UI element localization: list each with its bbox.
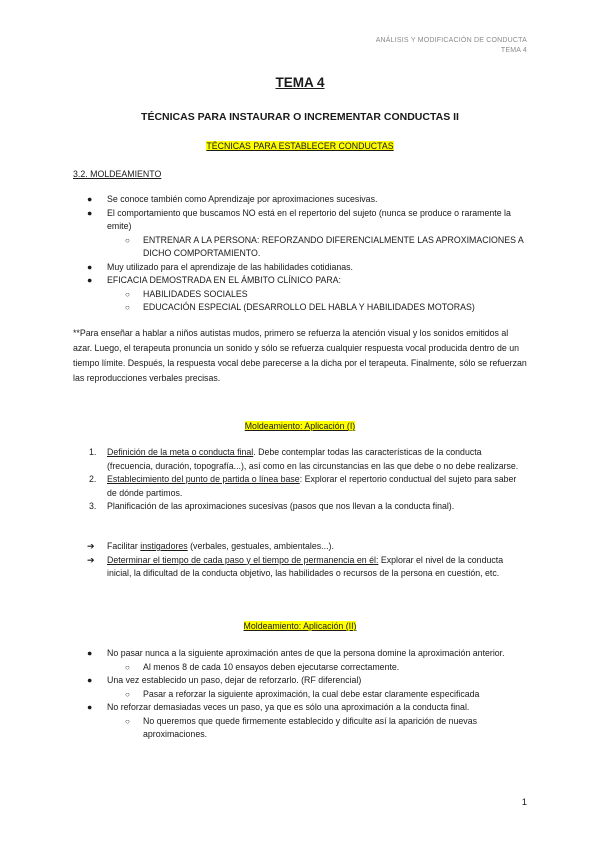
sub-list-item: ○ EDUCACIÓN ESPECIAL (DESARROLLO DEL HABLA Y HABILIDADES MOTORAS) xyxy=(73,301,528,315)
page-subtitle: TÉCNICAS PARA INSTAURAR O INCREMENTAR CONDUCTAS II xyxy=(141,111,459,123)
application-1-heading-text: Moldeamiento: Aplicación (I) xyxy=(244,421,356,431)
application-2-heading xyxy=(0,621,600,631)
circle-bullet-icon: ○ xyxy=(125,289,130,299)
list-item: 2. Establecimiento del punto de partida o línea base: Explorar el repertorio conductual del sujeto para saber de dónde partimos. xyxy=(89,474,517,498)
sub-list-item: ○ Al menos 8 de cada 10 ensayos deben ejecutarse correctamente. xyxy=(73,661,528,675)
bullet-icon: ● xyxy=(87,207,93,218)
circle-bullet-icon: ○ xyxy=(125,662,130,672)
list-item: ● El comportamiento que buscamos NO está en el repertorio del sujeto (nunca se produce o raramente la emite) xyxy=(87,207,511,231)
section-heading-text: TÉCNICAS PARA ESTABLECER CONDUCTAS xyxy=(206,141,394,151)
list-item: 1. Definición de la meta o conducta final. Debe contemplar todas las características de la conducta (frecuencia, duración, topografía...), así como en las circunstancias en las que debe o no debe realizarse. xyxy=(89,447,519,471)
circle-bullet-icon: ○ xyxy=(125,235,130,245)
list-item: 3. Planificación de las aproximaciones sucesivas (pasos que nos llevan a la conducta final). xyxy=(89,501,455,511)
list-item: ● No pasar nunca a la siguiente aproximación antes de que la persona domine la aproximación anterior. xyxy=(73,647,528,661)
application-2-list xyxy=(73,647,528,742)
header-course: ANÁLISIS Y MODIFICACIÓN DE CONDUCTA xyxy=(375,37,527,44)
application-1-steps xyxy=(73,446,528,514)
bullet-icon: ● xyxy=(87,261,93,272)
page-title: TEMA 4 xyxy=(275,75,325,90)
header-topic: TEMA 4 xyxy=(500,47,527,54)
moldeamiento-list xyxy=(73,193,528,315)
circle-bullet-icon: ○ xyxy=(125,689,130,699)
list-item: ● No reforzar demasiadas veces un paso, ya que es sólo una aproximación a la conducta final. xyxy=(73,701,528,715)
list-item: ➔ Facilitar instigadores (verbales, gestuales, ambientales...). xyxy=(73,540,528,554)
sub-list-item: ○ Pasar a reforzar la siguiente aproximación, la cual debe estar claramente especificada xyxy=(73,688,528,702)
arrow-right-icon: ➔ xyxy=(87,541,95,551)
arrow-right-icon: ➔ xyxy=(87,554,95,565)
list-item: ➔ Determinar el tiempo de cada paso y el tiempo de permanencia en él: Explorar el nivel de la conducta inicial, la dificultad de la conducta objetivo, las habilidades o recursos de la persona en cuestión, etc. xyxy=(87,554,504,578)
page-number: 1 xyxy=(521,797,527,808)
section-heading xyxy=(0,141,600,151)
list-item: ● Muy utilizado para el aprendizaje de las habilidades cotidianas. xyxy=(73,261,528,275)
sub-list-item: ○ No queremos que quede firmemente establecido y dificulte así la aparición de nuevas aproximaciones. xyxy=(125,715,477,739)
sub-list-item: ○ HABILIDADES SOCIALES xyxy=(73,288,528,302)
circle-bullet-icon: ○ xyxy=(125,716,130,726)
circle-bullet-icon: ○ xyxy=(125,303,130,312)
bullet-icon: ● xyxy=(87,194,93,204)
application-1-notes xyxy=(73,540,528,581)
bullet-icon: ● xyxy=(87,648,93,658)
bullet-icon: ● xyxy=(87,702,93,712)
list-item: ● EFICACIA DEMOSTRADA EN EL ÁMBITO CLÍNICO PARA: xyxy=(73,274,528,288)
bullet-icon: ● xyxy=(87,675,93,685)
sub-list-item: ○ ENTRENAR A LA PERSONA: REFORZANDO DIFERENCIALMENTE LAS APROXIMACIONES A DICHO COMPORTAMIENTO. xyxy=(125,234,524,258)
application-1-heading xyxy=(0,421,600,431)
subsection-heading: 3.2. MOLDEAMIENTO xyxy=(73,169,162,179)
list-item: ● Una vez establecido un paso, dejar de reforzarlo. (RF diferencial) xyxy=(73,674,528,688)
bullet-icon: ● xyxy=(87,275,93,285)
running-header xyxy=(376,36,527,56)
list-item: ● Se conoce también como Aprendizaje por aproximaciones sucesivas. xyxy=(73,193,528,207)
note-paragraph: **Para enseñar a hablar a niños autistas mudos, primero se refuerza la atención visual y los sonidos emitidos al azar. Luego, el terapeuta pronuncia un sonido y sólo se refuerza cualquier respuesta vocal producida dentro de un tiempo límite. Después, la respuesta vocal debe parecerse a la dicha por el terapeuta. Finalmente, sólo se refuerzan las reproducciones verbales precisas. xyxy=(73,328,527,383)
application-2-heading-text: Moldeamiento: Aplicación (II) xyxy=(243,621,357,631)
